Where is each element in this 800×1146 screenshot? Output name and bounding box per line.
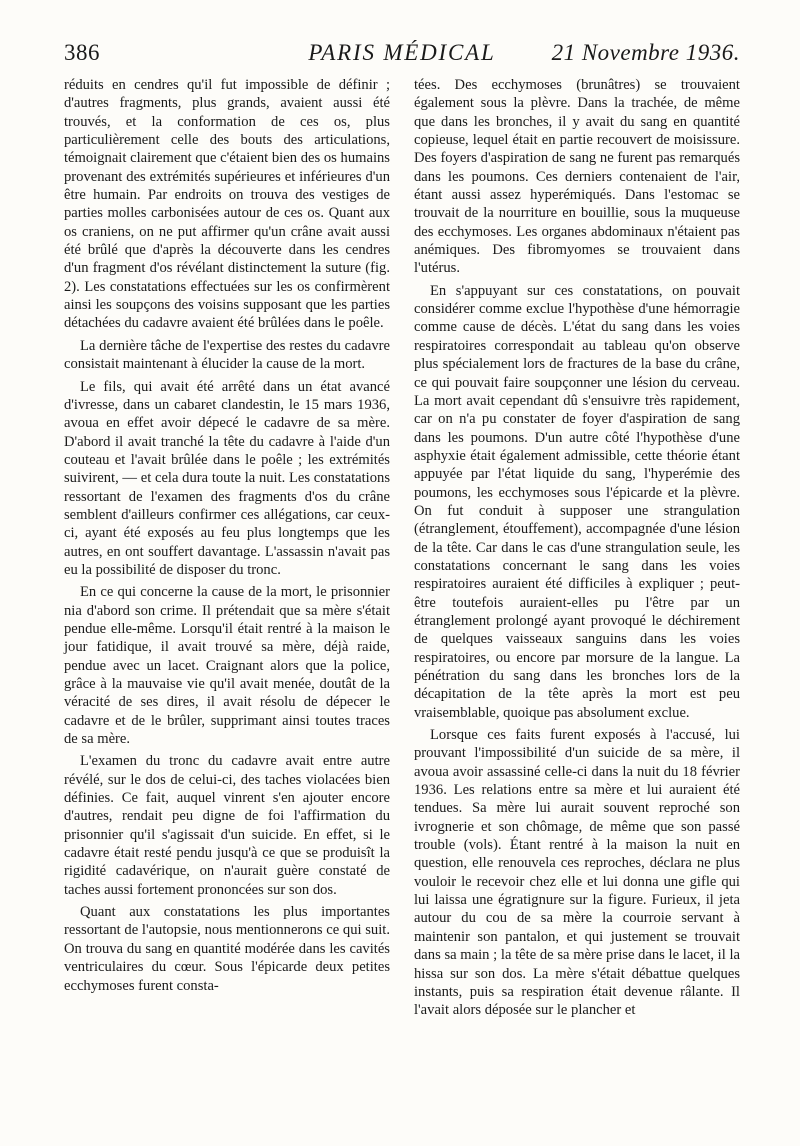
paragraph: L'examen du tronc du cadavre avait entre autre révélé, sur le dos de celui-ci, des taches violacées bien définies. Ce fait, auquel vinrent s'en ajouter encore d'autres, rendait peu digne de foi l'affirmation du prisonnier qu'il s'agissait d'un suicide. En effet, si le cadavre était resté pendu jusqu'à ce que se produisît la rigidité cadavérique, on n'aurait guère constaté de taches aussi fortement prononcées sur son dos. [64,753,390,898]
paragraph: réduits en cendres qu'il fut impossible de définir ; d'autres fragments, plus grands, avaient aussi été trouvés, et la conformation de ces os, plus particulièrement celle des bouts des articulations, témoignait clairement que c'étaient bien des os humains provenant des extrémités supérieures et inférieures d'un être humain. Par endroits on trouva des vestiges de parties molles carbonisées autour de ces os. Quant aux os craniens, on ne put affirmer qu'un crâne avait aussi été brûlé que d'après la découverte dans les cendres d'un fragment d'os révélant distinctement la suture (fig. 2). Les constatations effectuées sur les os confirmèrent ainsi les soupçons des voisins supposant que les parties détachées du cadavre avaient été brûlées dans le poêle. [64,77,390,332]
paragraph: En ce qui concerne la cause de la mort, le prisonnier nia d'abord son crime. Il prétendait que sa mère s'était pendue elle-même. Lorsqu'il était rentré à la maison le jour fatidique, il avait trouvé sa mère, déjà raide, pendue avec un lacet. Craignant alors que la police, grâce à la mauvaise vie qu'il avait menée, doutât de la véracité de ses dires, il avait résolu de dépecer le cadavre et de le brûler, supprimant ainsi toutes traces de sa mère. [64,584,390,748]
running-header [64,40,740,70]
paragraph: Lorsque ces faits furent exposés à l'accusé, lui prouvant l'impossibilité d'un suicide de sa mère, il avoua avoir assassiné celle-ci dans la nuit du 18 février 1936. Les relations entre sa mère et lui auraient été tendues. Sa mère lui aurait souvent reproché son ivrognerie et son chômage, de même que son passé trouble (vols). Étant rentré à la maison la nuit en question, elle renouvela ces reproches, déclara ne plus vouloir le recevoir chez elle et lui donna une gifle qui lui laissa une égratignure sur la figure. Furieux, il jeta autour du cou de sa mère la courroie servant à maintenir son pantalon, et qui justement se trouvait dans sa main ; la tête de sa mère prise dans le lacet, il la hissa sur son dos. La mère s'était débattue quelques instants, puis sa respiration était devenue râlante. Il l'avait alors déposée sur le plancher et [414,727,740,1019]
paragraph: tées. Des ecchymoses (brunâtres) se trouvaient également sous la plèvre. Dans la trachée, de même que dans les bronches, il y avait du sang en quantité copieuse, lequel était en partie recouvert de moisissure. Des foyers d'aspiration de sang ne furent pas remarqués dans les poumons. Ces derniers contenaient de l'air, étant aussi assez hyperémiqués. Dans l'estomac se trouvait de la nourriture en bouillie, sous la muqueuse des ecchymoses. Les organes abdominaux n'étaient pas anémiques. Des fibromyomes se trouvaient dans l'utérus. [414,77,740,277]
paragraph: La dernière tâche de l'expertise des restes du cadavre consistait maintenant à élucider la cause de la mort. [64,337,390,373]
page-number: 386 [64,40,100,65]
left-column [64,76,390,1020]
paragraph: En s'appuyant sur ces constatations, on pouvait considérer comme exclue l'hypothèse d'une hémorragie comme cause de décès. L'état du sang dans les voies respiratoires correspondait au tableau qu'on observe plus spécialement lors de fractures de la base du crâne, ce qui pouvait faire soupçonner une lésion du cerveau. La mort avait cependant dû s'ensuivre très rapidement, car on n'a pu constater de foyer d'aspiration de sang dans les poumons. D'un autre côté l'hypothèse d'une asphyxie était également admissible, cette théorie étant appuyée par l'état liquide du sang, l'hyperémie des poumons, les ecchymoses sous l'épicarde et la plèvre. On fut conduit à supposer une strangulation (étranglement, étouffement), accompagnée d'une lésion de la tête. Car dans le cas d'une strangulation seule, les constatations concernant le sang dans les voies respiratoires auraient été difficiles à expliquer ; peut-être toutefois auraient-elles pu l'être par un étranglement prolongé ayant provoqué le déchirement de quelques vaisseaux sanguins dans les voies respiratoires, ou encore par morsure de la langue. La pénétration du sang dans les bronches lors de la décapitation de la tête après la mort est peu vraisemblable, quoique pas absolument exclue. [414,282,740,721]
issue-date: 21 Novembre 1936. [551,40,740,65]
paragraph: Quant aux constatations les plus importantes ressortant de l'autopsie, nous mentionnerons ce qui suit. On trouva du sang en quantité modérée dans les cavités ventriculaires du cœur. Sous l'épicarde deux petites ecchymoses furent consta- [64,904,390,994]
right-column [414,76,740,1020]
journal-title: PARIS MÉDICAL [308,40,496,65]
text-columns [64,76,740,1020]
paragraph: Le fils, qui avait été arrêté dans un état avancé d'ivresse, dans un cabaret clandestin, le 15 mars 1936, avoua en effet avoir dépecé le cadavre de sa mère. D'abord il avait tranché la tête du cadavre à l'aide d'un couteau et l'avait brûlée dans le poêle ; les extrémités suivirent, — et cela dura toute la nuit. Les constatations ressortant de l'examen des fragments d'os du crâne semblent d'ailleurs confirmer ces allégations, car ceux-ci, ayant été exposés au feu plus longtemps que les autres, en ont souffert davantage. L'assassin n'avait pas eu la possibilité de disposer du tronc. [64,378,390,578]
